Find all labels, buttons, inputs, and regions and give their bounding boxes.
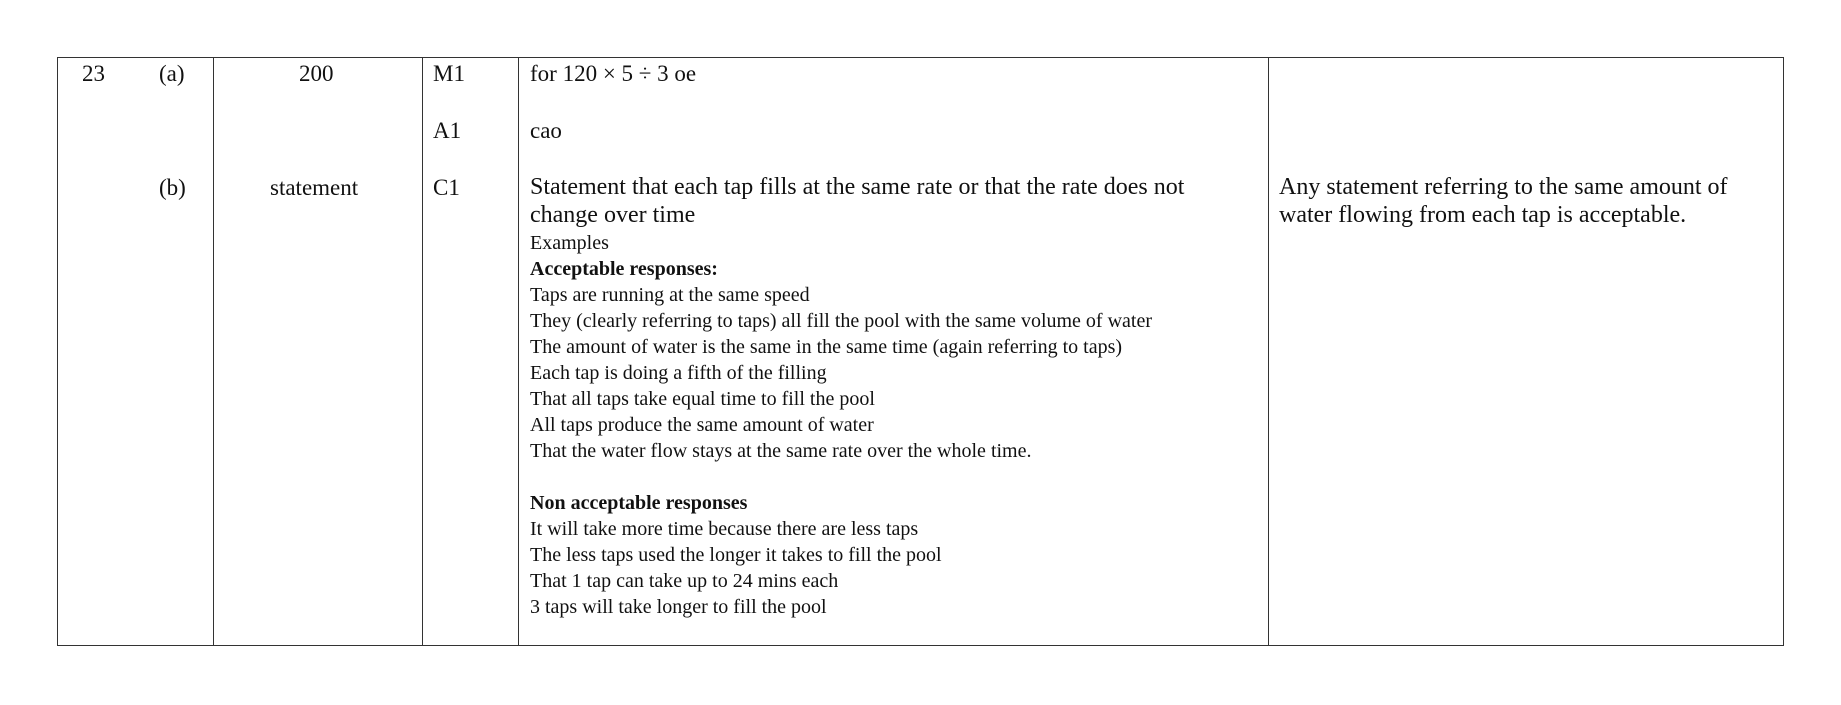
column-divider (518, 58, 519, 645)
acceptable-heading: Acceptable responses: (530, 258, 718, 280)
mark-code-m1: M1 (433, 61, 465, 86)
guidance-line: Any statement referring to the same amount of (1279, 174, 1728, 200)
non-acceptable-item: 3 taps will take longer to fill the pool (530, 596, 827, 618)
part-label-b: (b) (159, 175, 186, 200)
acceptable-item: That the water flow stays at the same rate over the whole time. (530, 440, 1032, 462)
non-acceptable-item: It will take more time because there are less taps (530, 518, 919, 540)
acceptable-item: Each tap is doing a fifth of the filling (530, 362, 827, 384)
mark-note-c1 (530, 173, 1184, 229)
acceptable-item: That all taps take equal time to fill the pool (530, 388, 875, 410)
non-acceptable-heading: Non acceptable responses (530, 492, 748, 514)
part-label-a: (a) (159, 61, 185, 86)
answer-b: statement (270, 175, 359, 200)
mark-code-a1: A1 (433, 118, 462, 143)
column-divider (213, 58, 214, 645)
non-acceptable-item: The less taps used the longer it takes to fill the pool (530, 544, 942, 566)
mark-code-c1: C1 (433, 175, 460, 200)
guidance-line: water flowing from each tap is acceptable. (1279, 202, 1687, 228)
guidance-note (1279, 173, 1728, 229)
mark-note-a1: cao (530, 118, 562, 143)
statement-line: Statement that each tap fills at the same rate or that the rate does not (530, 174, 1185, 200)
answer-a: 200 (299, 61, 334, 86)
examples-label: Examples (530, 232, 609, 254)
acceptable-item: All taps produce the same amount of water (530, 414, 874, 436)
acceptable-item: The amount of water is the same in the same time (again referring to taps) (530, 336, 1123, 358)
non-acceptable-item: That 1 tap can take up to 24 mins each (530, 570, 839, 592)
column-divider (1268, 58, 1269, 645)
examples-block (530, 230, 1152, 620)
mark-note-m1: for 120 × 5 ÷ 3 oe (530, 61, 697, 86)
statement-line: change over time (530, 202, 696, 228)
question-number: 23 (82, 61, 105, 86)
spacer (530, 464, 1152, 490)
acceptable-item: Taps are running at the same speed (530, 284, 810, 306)
column-divider (422, 58, 423, 645)
acceptable-item: They (clearly referring to taps) all fill the pool with the same volume of water (530, 310, 1153, 332)
